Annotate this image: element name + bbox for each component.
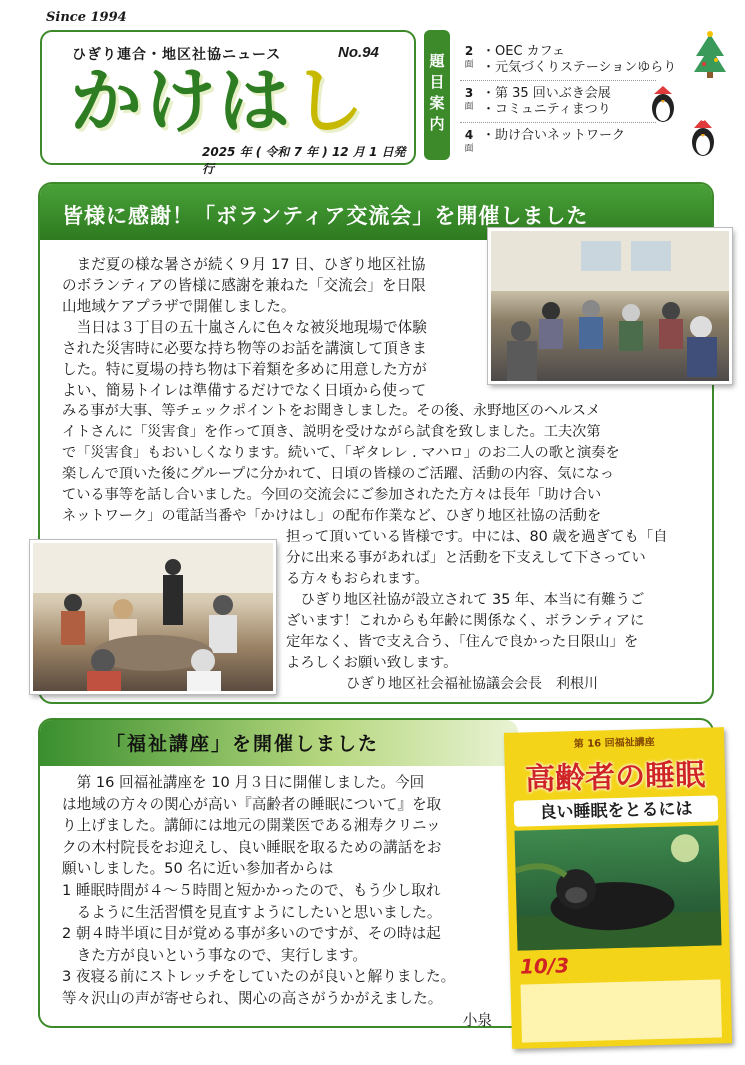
table-of-contents xyxy=(424,30,726,160)
since-label: Since 1994 xyxy=(46,10,127,25)
toc-text xyxy=(482,128,625,144)
poster-subtitle: 良い睡眠をとるには xyxy=(514,795,719,826)
toc-line: ・元気づくりステーションゆらり xyxy=(482,60,677,75)
poster-date: 10/3 xyxy=(519,953,570,979)
text-line: 当日は３丁目の五十嵐さんに色々な被災地現場で体験 xyxy=(62,319,427,336)
christmas-tree-icon xyxy=(692,30,728,80)
article-banner xyxy=(40,720,518,766)
title-accent: し xyxy=(292,59,367,143)
poster-info-panel xyxy=(520,979,721,1042)
article-text-narrow xyxy=(62,254,492,401)
audience-photo-illustration xyxy=(491,231,729,381)
group-discussion-photo xyxy=(30,540,276,694)
text-line: のボランティアの皆様に感謝を兼ねた「交流会」を日限 xyxy=(62,277,426,294)
text-line: 楽しんで頂いた後にグループに分かれて、日頃の皆様のご活躍、活動の内容、気になっ xyxy=(62,466,614,482)
lecture-poster xyxy=(504,727,732,1049)
masthead-subtitle: ひぎり連合・地区社協ニュース xyxy=(72,47,282,63)
newsletter-title xyxy=(70,58,366,144)
group-photo-illustration xyxy=(33,543,273,691)
text-line: は地域の方々の関心が高い『高齢者の睡眠について』を取 xyxy=(62,795,442,813)
text-line: 分に出来る事があれば」と活動を下支えして下さってい xyxy=(286,550,646,566)
text-line: る方々もおられます。 xyxy=(286,571,429,587)
text-line: みる事が大事、等チェックポイントをお聞きしました。その後、永野地区のヘルスメ xyxy=(62,403,601,419)
toc-page-number: 2 xyxy=(464,44,474,58)
article-signature: ひぎり地区社会福祉協議会会長 利根川 xyxy=(346,676,598,692)
text-line: 第 16 回福祉講座を 10 月３日に開催しました。今回 xyxy=(62,774,425,791)
divider xyxy=(460,80,656,82)
text-line: 山地域ケアプラザで開催しました。 xyxy=(62,298,296,315)
text-line: まだ夏の様な暑さが続く９月 17 日、ひぎり地区社協 xyxy=(62,256,426,273)
text-line: 2 朝４時半頃に目が覚める事が多いのですが、その時は起 xyxy=(62,925,441,943)
toc-page-number: 3 xyxy=(464,86,474,100)
text-line: された災害時に必要な持ち物等のお話を講演して頂きま xyxy=(62,340,427,357)
toc-page xyxy=(460,128,478,156)
toc-page-number: 4 xyxy=(464,128,474,142)
text-line: クの木村院長をお迎えし、良い睡眠を取るための講話をお xyxy=(62,838,442,856)
toc-text xyxy=(482,44,676,76)
contents-label: 題目案内 xyxy=(424,30,450,160)
sleeping-gorilla-image xyxy=(514,825,721,950)
text-line: 担って頂いている皆様です。中には、80 歳を過ぎても「自 xyxy=(286,529,668,545)
issue-number: No.94 xyxy=(338,44,379,61)
text-line: ざいます！これからも年齢に関係なく、ボランティアに xyxy=(286,613,645,629)
text-line: ネットワーク」の電話当番や「かけはし」の配布作業など、ひぎり地区社協の活動を xyxy=(62,508,602,524)
poster-header: 第 16 回福祉講座 xyxy=(573,736,655,751)
divider xyxy=(460,122,656,124)
text-line: よろしくお願い致します。 xyxy=(286,655,458,671)
penguin-icon xyxy=(690,118,716,158)
text-line: ひぎり地区社協が設立されて 35 年、本当に有難うご xyxy=(286,592,645,608)
penguin-icon xyxy=(650,86,676,124)
article-signature: 小泉 xyxy=(462,1011,492,1029)
text-line: きた方が良いという事なので、実行します。 xyxy=(62,946,368,964)
toc-line: ・助け合いネットワーク xyxy=(482,128,626,143)
text-line: 1 睡眠時間が４～５時間と短かかったので、もう少し取れ xyxy=(62,881,441,899)
article-text xyxy=(62,772,512,1031)
toc-page-unit: 面 xyxy=(464,144,474,154)
gorilla-illustration xyxy=(514,825,721,950)
text-line: り上げました。講師には地元の開業医である湘寿クリニッ xyxy=(62,817,441,835)
text-line: 願いしました。50 名に近い参加者からは xyxy=(62,860,334,878)
article-headline: 皆様に感謝！「ボランティア交流会」を開催しました xyxy=(62,204,589,228)
toc-page-unit: 面 xyxy=(464,60,474,70)
text-line: 等々沢山の声が寄せられ、関心の高さがうかがえました。 xyxy=(62,989,443,1007)
masthead xyxy=(40,30,416,176)
text-line: 3 夜寝る前にストレッチをしていたのが良いと解りました。 xyxy=(62,968,456,986)
toc-line: ・OEC カフェ xyxy=(482,44,566,59)
text-line: るように生活習慣を見直すようにしたいと思いました。 xyxy=(62,903,442,921)
toc-line: ・コミュニティまつり xyxy=(482,102,611,117)
toc-page-unit: 面 xyxy=(464,102,474,112)
volunteer-meeting-photo xyxy=(488,228,732,384)
text-line: した。特に夏場の持ち物は下着類を多めに用意した方が xyxy=(62,361,427,378)
toc-text xyxy=(482,86,611,118)
text-line: 定年なく、皆で支え合う、「住んで良かった日限山」を xyxy=(286,634,639,650)
text-line: ている事等を話し合いました。今回の交流会にご参加されたた方々は長年「助け合い xyxy=(62,487,602,503)
article-headline: 「福祉講座」を開催しました xyxy=(106,733,380,755)
toc-page xyxy=(460,44,478,72)
article-text-right xyxy=(286,527,706,695)
poster-title: 高齢者の睡眠 xyxy=(524,757,706,798)
text-line: よい、簡易トイレは準備するだけでなく日頃から使って xyxy=(62,382,427,399)
title-main: かけは xyxy=(70,59,293,143)
article-text-wide xyxy=(62,401,712,527)
issue-date: 2025 年 ( 令和 7 年 ) 12 月 1 日発行 xyxy=(202,145,406,176)
toc-page xyxy=(460,86,478,114)
toc-line: ・第 35 回いぶき会展 xyxy=(482,86,611,101)
text-line: イトさんに「災害食」を作って頂き、説明を受けながら試食を致しました。工夫次第 xyxy=(62,424,601,440)
text-line: で「災害食」もおいしくなります。続いて、「ギタレレ . マハロ」のお二人の歌と演奏を xyxy=(62,445,620,461)
